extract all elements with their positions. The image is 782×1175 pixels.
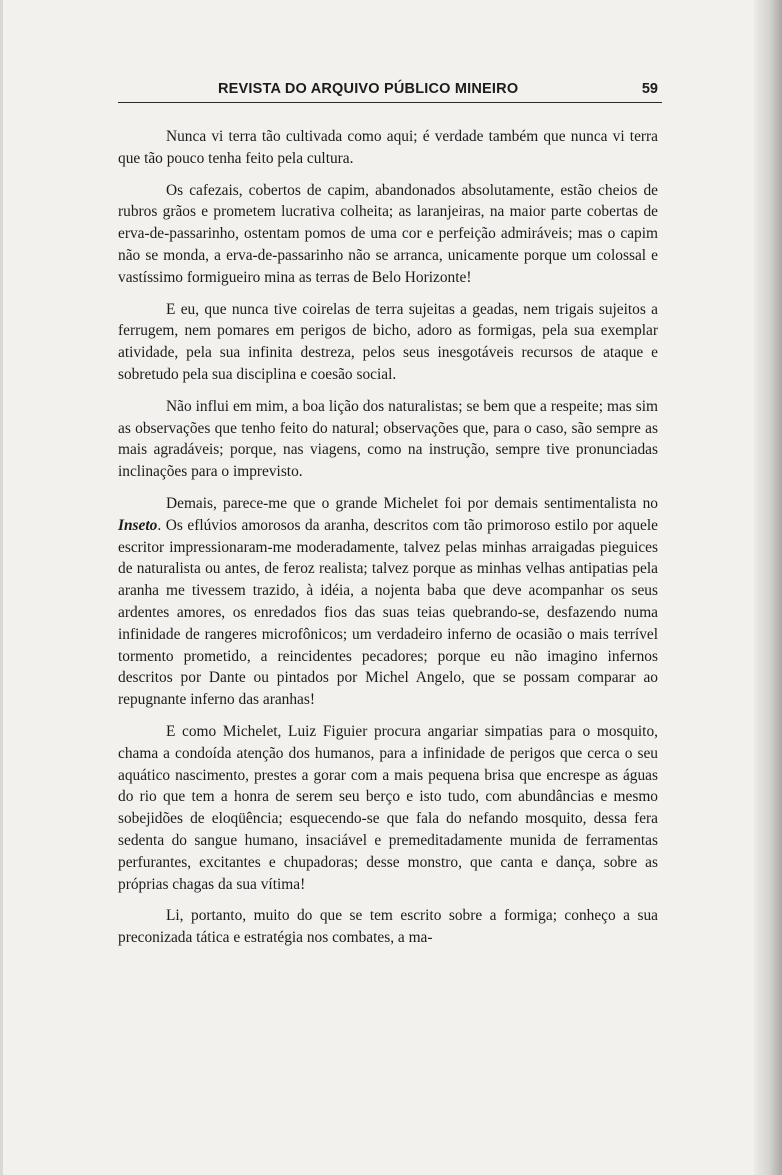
- paragraph-3: E eu, que nunca tive coirelas de terra sujeitas a geadas, nem trigais sujeitos a ferrugem, nem pomares em perigos de bicho, adoro as formigas, pela sua exemplar atividade, pela sua infinita destreza, pelos seus inesgotáveis recursos de ataque e sobretudo pela sua disciplina e coesão social.: [118, 300, 658, 383]
- book-title-inseto: Inseto: [118, 516, 158, 534]
- paragraph-5: [118, 493, 658, 711]
- running-header: [118, 78, 662, 103]
- paragraph-5-text-after: . Os eflúvios amorosos da aranha, descritos com tão primoroso estilo por aquele escritor impressionaram-me moderadamente, talvez pelas minhas arraigadas pieguices de naturalista ou antes, de feroz realista; talvez porque as minhas velhas antipatias pela aranha me tivessem trazido, à idéia, a nojenta baba que deve acompanhar os seus ardentes amores, os enredados fios das suas teias quebrando-se, desfazendo numa infinidade de rangeres microfônicos; um verdadeiro inferno de ocasião o mais terrível tormento prometido, a reincidentes pecadores; porque eu não imagino infernos descritos por Dante ou pintados por Michel Angelo, que se possam comparar ao repugnante inferno das aranhas!: [118, 516, 658, 709]
- paragraph-1: Nunca vi terra tão cultivada como aqui; é verdade também que nunca vi terra que tão pouco tenha feito pela cultura.: [118, 128, 658, 167]
- paragraph-7: Li, portanto, muito do que se tem escrito sobre a formiga; conheço a sua preconizada tática e estratégia nos combates, a ma-: [118, 907, 658, 947]
- paragraph-4: Não influi em mim, a boa lição dos naturalistas; se bem que a respeite; mas sim as observações que tenho feito do natural; observações que, para o caso, são sempre as mais agradáveis; porque, nas viagens, como na instrução, sempre tive pronunciadas inclinações para o imprevisto.: [118, 397, 658, 481]
- page-edge-shadow: [754, 0, 782, 1175]
- journal-title: REVISTA DO ARQUIVO PÚBLICO MINEIRO: [218, 81, 519, 97]
- page-number: 59: [641, 81, 658, 97]
- page-left-edge: [0, 0, 3, 1175]
- paragraph-6: E como Michelet, Luiz Figuier procura angariar simpatias para o mosquito, chama a condoída atenção dos humanos, para a infinidade de perigos que cerca o seu aquático nascimento, prestes a gorar com a mais pequena brisa que encrespe as águas do rio que tem a honra de serem seu berço e isto tudo, com abundâncias e mesmo sobejidões de eloqüência; esquecendo-se que fala do nefando mosquito, dessa fera sedenta do sangue humano, insaciável e premeditadamente munida de ferramentas perfurantes, excitantes e chupadoras; desse monstro, que canta e dança, sobre as próprias chagas da sua vítima!: [118, 722, 658, 893]
- article-body: [118, 126, 658, 949]
- paragraph-2: Os cafezais, cobertos de capim, abandonados absolutamente, estão cheios de rubros grãos e prometem lucrativa colheita; as laranjeiras, na maior parte cobertas de erva-de-passarinho, ostentam pomos de uma cor e perfeição admiráveis; mas o capim não se monda, a erva-de-passarinho não se arranca, unicamente porque um colossal e vastíssimo formigueiro mina as terras de Belo Horizonte!: [118, 181, 658, 286]
- paragraph-5-text-before: Demais, parece-me que o grande Michelet foi por demais sentimentalista no: [166, 494, 658, 512]
